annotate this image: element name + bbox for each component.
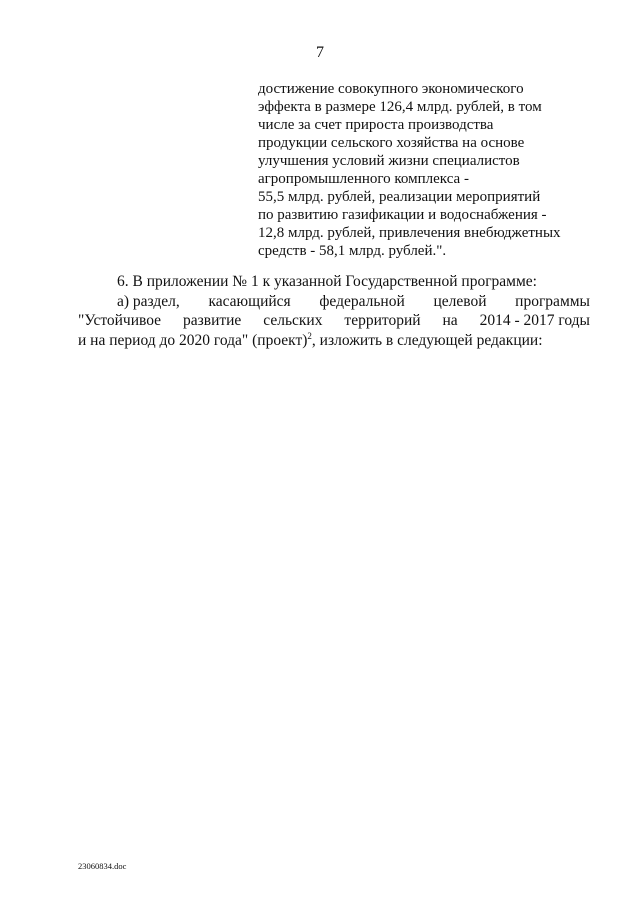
- word: 2014 - 2017 годы: [479, 312, 590, 329]
- quoted-line: по развитию газификации и водоснабжения -: [258, 207, 547, 223]
- word: сельских: [263, 312, 323, 329]
- quoted-line: улучшения условий жизни специалистов: [258, 153, 520, 169]
- quoted-line: продукции сельского хозяйства на основе: [258, 135, 525, 151]
- word: территорий: [344, 312, 421, 329]
- word: а) раздел,: [117, 292, 180, 310]
- page-number: 7: [316, 44, 324, 61]
- quoted-line: эффекта в размере 126,4 млрд. рублей, в том: [258, 99, 542, 115]
- word: "Устойчивое: [78, 312, 162, 329]
- line-text-tail: , изложить в следующей редакции:: [311, 331, 543, 349]
- quoted-line: 55,5 млрд. рублей, реализации мероприятий: [258, 189, 541, 205]
- word: касающийся: [208, 292, 291, 310]
- item-6-paragraph: 6. В приложении № 1 к указанной Государственной программе:: [117, 273, 537, 290]
- footnote-marker: 2: [307, 330, 312, 341]
- quoted-line: достижение совокупного экономического: [258, 81, 524, 97]
- main-text: [78, 272, 590, 350]
- quoted-line: агропромышленного комплекса -: [258, 171, 469, 187]
- document-id: 23060834.doc: [78, 861, 127, 871]
- quoted-line: 12,8 млрд. рублей, привлечения внебюджетных: [258, 225, 561, 241]
- item-a-line-2: [78, 311, 590, 331]
- item-a-line-3: [78, 331, 590, 351]
- quoted-line: числе за счет прироста производства: [258, 117, 494, 133]
- word: программы: [515, 292, 590, 310]
- line-text: и на период до 2020 года" (проект): [78, 331, 308, 349]
- word: федеральной: [319, 292, 405, 310]
- item-a-line-1: [78, 292, 590, 312]
- quoted-block: [258, 80, 588, 260]
- quoted-line: средств - 58,1 млрд. рублей.".: [258, 243, 447, 259]
- word: на: [442, 312, 458, 329]
- word: развитие: [183, 312, 242, 329]
- word: целевой: [433, 292, 487, 310]
